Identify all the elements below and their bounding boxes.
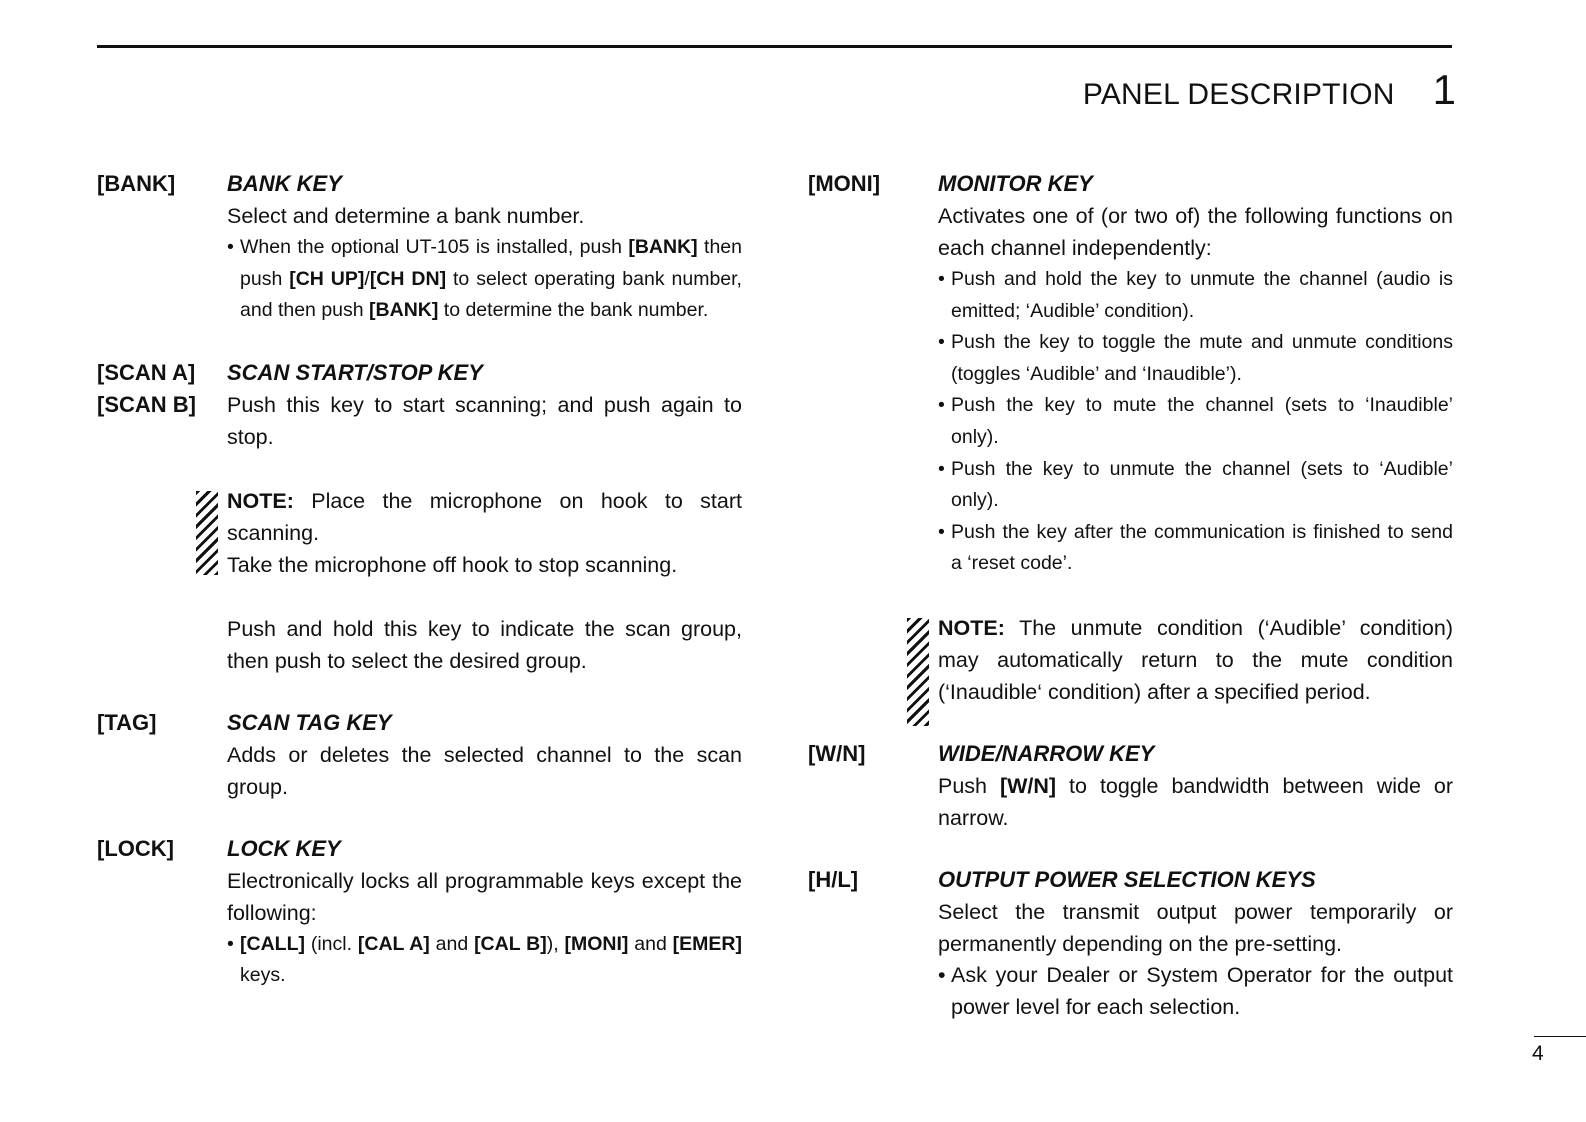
key-ref: [CAL B] [474,932,547,955]
note-body: Place the microphone on hook to start scanning. [227,488,742,545]
lock-key-bullet [227,929,742,992]
scan-note [227,485,742,581]
power-key-entry [808,864,1453,1023]
scan-key-description: Push this key to start scanning; and push again to stop. [227,392,742,449]
monitor-bullet-5: • Push the key after the communication is finished to send a ‘reset code’. [938,517,1453,580]
wide-narrow-key-body [938,738,1453,834]
bank-key-label: [BANK] [97,171,176,196]
key-ref: [CH UP] [289,267,365,290]
scan-key-extra: Push and hold this key to indicate the scan group, then push to select the desired group. [227,616,742,673]
bank-key-bullets [227,232,742,327]
wide-narrow-key-description [938,770,1453,834]
lock-key-description: Electronically locks all programmable keys except the following: [227,868,742,925]
tag-key-entry [97,707,742,803]
power-key-title: OUTPUT POWER SELECTION KEYS [938,866,1316,892]
bullet-text: When the optional UT-105 is installed, push [240,236,629,258]
bullet-text: (incl. [304,932,358,955]
key-ref: [CALL] [240,932,305,955]
key-ref: [W/N] [999,773,1057,798]
section-title: PANEL DESCRIPTION [1082,78,1395,111]
bank-key-entry [97,168,742,327]
note-body: The unmute condition (‘Audible’ condition) may automatically return to the mute condition (‘Inaudible‘ condition) after a specified period. [938,615,1453,704]
chapter-number: 1 [1432,66,1456,113]
tag-key-description: Adds or deletes the selected channel to the scan group. [227,742,742,799]
monitor-bullet-1: • Push and hold the key to unmute the channel (audio is emitted; ‘Audible’ condition). [938,264,1453,327]
note-hatch-icon [907,618,929,726]
note-hatch-icon [196,491,218,575]
right-column [808,168,1453,1053]
key-ref: [BANK] [369,299,439,322]
footer-rule [1534,1036,1586,1037]
monitor-bullet-2: • Push the key to toggle the mute and unmute conditions (toggles ‘Audible’ and ‘Inaudible’). [938,327,1453,390]
monitor-note [938,612,1453,708]
scan-a-key-label: [SCAN A] [97,359,196,385]
power-key-bullets [938,960,1453,1023]
monitor-key-label: [MONI] [808,171,881,196]
monitor-key-body [938,168,1453,708]
left-column [97,168,742,1022]
bank-key-bullet [227,232,742,327]
top-rule [97,45,1452,48]
power-key-label: [H/L] [808,866,859,892]
lock-key-label: [LOCK] [97,835,174,861]
bullet-text: to determine the bank number. [438,299,709,322]
page-number: 4 [1532,1042,1544,1065]
lock-key-entry [97,833,742,992]
monitor-key-bullets [938,264,1453,580]
note-label: NOTE: [938,615,1005,640]
monitor-bullet-4: • Push the key to unmute the channel (sets to ‘Audible’ only). [938,454,1453,517]
bullet-text: and [429,932,475,955]
monitor-key-title: MONITOR KEY [938,171,1093,196]
tag-key-body [227,707,742,803]
desc-text: to toggle bandwidth between wide or narrow. [938,773,1453,830]
key-ref: [CH DN] [369,267,447,290]
spacer [227,581,742,613]
desc-text: Push [938,773,1000,798]
bullet-text: keys. [240,964,286,987]
monitor-note-text [938,612,1453,708]
lock-key-body [227,833,742,992]
lock-key-title: LOCK KEY [227,835,341,861]
bullet-text: and [628,932,673,955]
tag-key-title: SCAN TAG KEY [227,709,392,735]
bank-key-description: Select and determine a bank number. [227,204,585,228]
page-header [1083,66,1456,114]
lock-key-bullets [227,929,742,992]
bullet-text: then push [240,236,742,290]
bullet-text: to select operating bank number, and then push [240,267,742,322]
monitor-key-entry [808,168,1453,708]
power-key-body [938,864,1453,1023]
monitor-bullet-3: • Push the key to mute the channel (sets to ‘Inaudible’ only). [938,390,1453,453]
power-key-bullet: • Ask your Dealer or System Operator for the output power level for each selection. [938,960,1453,1023]
note-label: NOTE: [227,488,294,513]
tag-key-label: [TAG] [97,709,157,735]
scan-note-line2: Take the microphone off hook to stop scanning. [227,552,678,577]
bank-key-title: BANK KEY [227,171,342,196]
scan-b-key-label: [SCAN B] [97,391,196,417]
bullet-text: ), [546,932,565,955]
key-ref: [EMER] [672,932,742,955]
key-ref: [BANK] [628,236,698,258]
scan-key-title: SCAN START/STOP KEY [227,359,483,385]
bank-key-body [227,168,742,327]
wide-narrow-key-entry [808,738,1453,834]
wide-narrow-key-title: WIDE/NARROW KEY [938,740,1155,766]
power-key-description: Select the transmit output power temporarily or permanently depending on the pre-setting. [938,899,1453,956]
scan-note-text [227,485,742,549]
wide-narrow-key-label: [W/N] [808,740,866,766]
scan-key-entry [97,357,742,677]
key-ref: [CAL A] [357,932,430,955]
monitor-key-description: Activates one of (or two of) the following functions on each channel independently: [938,204,1453,260]
key-ref: [MONI] [564,932,629,955]
bullet-text: / [364,267,370,290]
scan-key-body [227,357,742,677]
